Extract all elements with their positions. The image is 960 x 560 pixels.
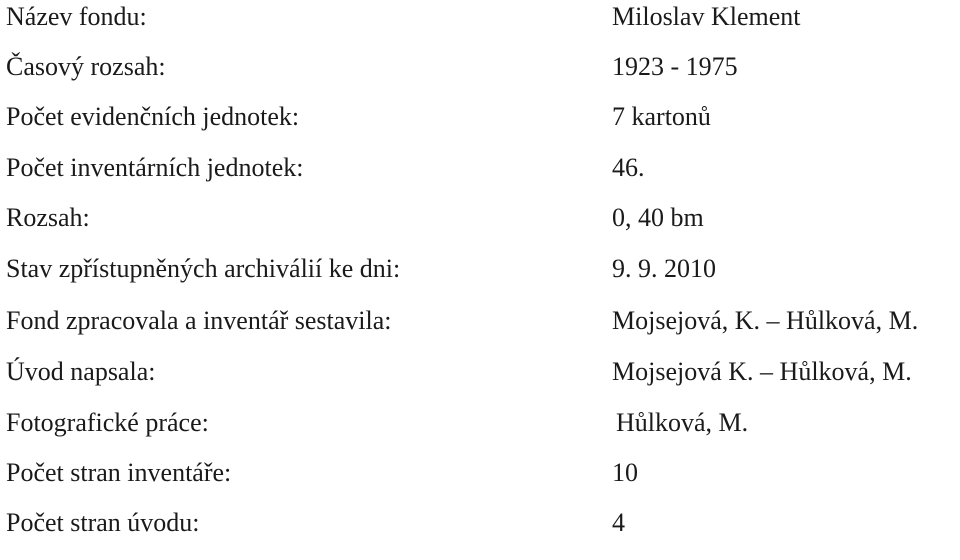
- field-label: Název fondu:: [6, 2, 147, 31]
- field-label: Fotografické práce:: [6, 408, 209, 437]
- field-value: Hůlková, M.: [616, 408, 749, 437]
- row-time-range: [0, 52, 960, 104]
- row-inventory-units: [0, 153, 960, 205]
- field-value: 7 kartonů: [612, 102, 711, 131]
- row-introduction-pages: [0, 508, 960, 560]
- field-value: 46.: [612, 153, 645, 182]
- field-value: Miloslav Klement: [612, 2, 801, 31]
- field-label: Úvod napsala:: [6, 357, 156, 386]
- field-label: Stav zpřístupněných archiválií ke dni:: [6, 254, 401, 283]
- field-value: Mojsejová K. – Hůlková, M.: [612, 357, 912, 386]
- field-label: Časový rozsah:: [6, 52, 166, 81]
- field-value: 10: [612, 458, 638, 487]
- row-processed-by: [0, 306, 960, 358]
- field-value: 4: [612, 508, 625, 537]
- row-inventory-pages: [0, 458, 960, 510]
- field-label: Počet inventárních jednotek:: [6, 153, 304, 182]
- field-value: Mojsejová, K. – Hůlková, M.: [612, 306, 919, 335]
- row-introduction-by: [0, 357, 960, 409]
- field-label: Počet stran úvodu:: [6, 508, 200, 537]
- field-label: Fond zpracovala a inventář sestavila:: [6, 306, 392, 335]
- field-label: Počet stran inventáře:: [6, 458, 232, 487]
- field-value: 1923 - 1975: [612, 52, 738, 81]
- field-value: 9. 9. 2010: [612, 254, 716, 283]
- row-photography: [0, 408, 960, 460]
- row-fond-name: [0, 2, 960, 54]
- row-extent: [0, 203, 960, 255]
- field-value: 0, 40 bm: [612, 203, 704, 232]
- row-evidence-units: [0, 102, 960, 154]
- field-label: Počet evidenčních jednotek:: [6, 102, 300, 131]
- field-label: Rozsah:: [6, 203, 90, 232]
- row-accessibility-date: [0, 254, 960, 306]
